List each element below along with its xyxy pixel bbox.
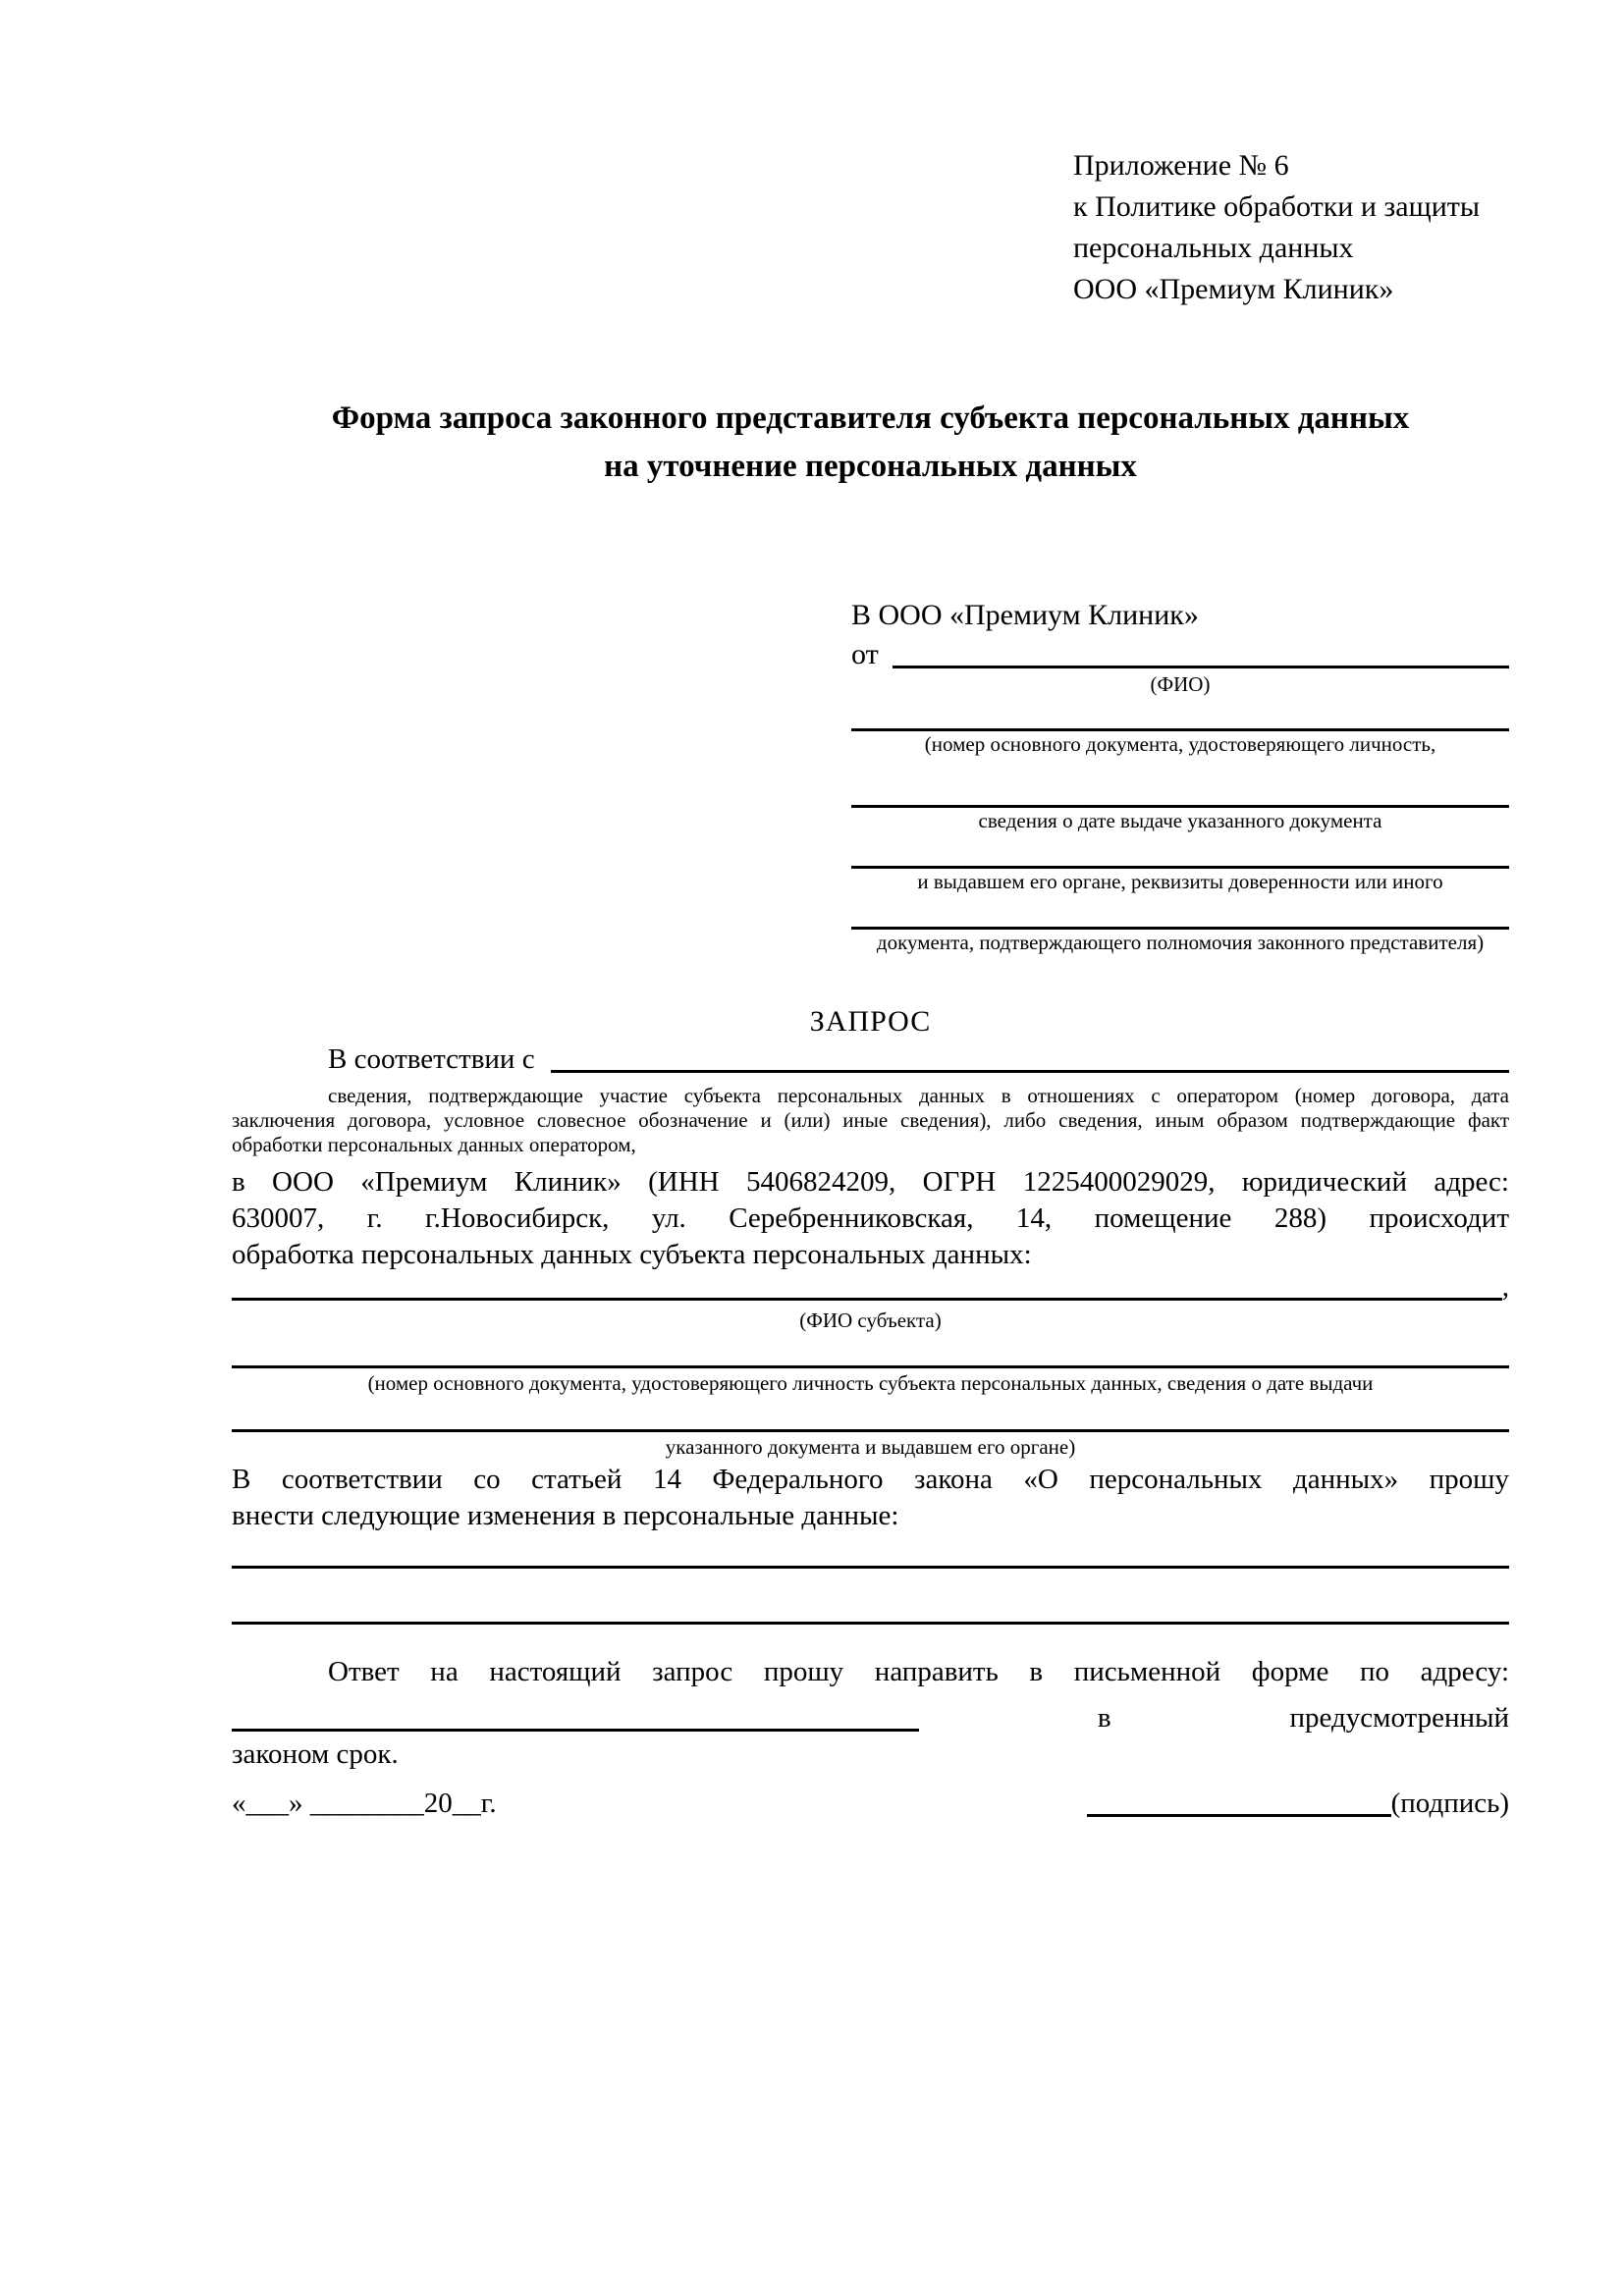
from-label: от [851, 638, 879, 670]
blank-line [232, 1365, 1509, 1368]
blank-line-caption: сведения о дате выдаче указанного документа [978, 809, 1382, 832]
blank-line-caption: (номер основного документа, удостоверяющего личность, [924, 732, 1436, 756]
operator-paragraph-line: в ООО «Премиум Клиник» (ИНН 5406824209, ОГРН 1225400029029, юридический адрес: [232, 1166, 1509, 1198]
annex-header [1073, 145, 1544, 310]
answer-word: предусмотренный [1289, 1702, 1509, 1734]
subject-doc-caption: (номер основного документа, удостоверяющего личность субъекта персональных данных, сведения о дате выдачи [367, 1371, 1374, 1395]
annex-header-line: ООО «Премиум Клиник» [1073, 273, 1394, 305]
subject-doc-caption: указанного документа и выдавшем его органе) [665, 1435, 1076, 1459]
document-title-line: на уточнение персональных данных [604, 449, 1137, 484]
operator-paragraph-line: обработка персональных данных субъекта персональных данных: [232, 1239, 1032, 1270]
law-paragraph-line: внести следующие изменения в персональные данные: [232, 1500, 899, 1531]
fine-print-line: обработки персональных данных оператором, [232, 1133, 636, 1156]
subject-fio-blank-line [232, 1298, 1502, 1301]
fio-caption: (ФИО) [1150, 672, 1211, 696]
addressee-to: В ООО «Премиум Клиник» [851, 599, 1199, 631]
answer-address-blank-line [232, 1729, 919, 1732]
operator-paragraph [232, 1164, 1509, 1273]
answer-word: в [1097, 1702, 1111, 1734]
annex-header-line: Приложение № 6 [1073, 149, 1289, 182]
intro-row [232, 1039, 1509, 1076]
document-title-line: Форма запроса законного представителя субъекта персональных данных [331, 400, 1410, 436]
fine-print-line: заключения договора, условное словесное обозначение и (или) иные сведения), либо сведения, иным образом подтверждающие факт [232, 1108, 1509, 1132]
date-signature-row [232, 1785, 1509, 1820]
changes-blank-line [232, 1566, 1509, 1569]
signature-blank-line [1087, 1814, 1391, 1817]
subject-fio-caption: (ФИО субъекта) [799, 1308, 942, 1332]
changes-blank-line [232, 1622, 1509, 1625]
intro-label: В соответствии с [328, 1043, 535, 1075]
blank-line-caption: документа, подтверждающего полномочия законного представителя) [876, 931, 1485, 954]
fine-print-line: сведения, подтверждающие участие субъекта персональных данных в отношениях с оператором (номер договора, дата [328, 1084, 1509, 1107]
date-placeholder: «___» ________20__г. [232, 1788, 497, 1819]
answer-address-row [232, 1691, 1509, 1735]
from-row [851, 634, 1509, 671]
intro-fine-print [232, 1084, 1509, 1157]
signature-caption: (подпись) [1390, 1788, 1509, 1819]
request-heading: ЗАПРОС [809, 1005, 932, 1038]
law-paragraph [232, 1462, 1509, 1534]
intro-blank-line [551, 1070, 1509, 1073]
answer-paragraph [232, 1652, 1509, 1774]
subject-fio-row [232, 1271, 1509, 1304]
blank-line-caption: и выдавшем его органе, реквизиты доверенности или иного [917, 870, 1443, 893]
annex-header-line: персональных данных [1073, 232, 1354, 264]
answer-paragraph-line: законом срок. [232, 1738, 399, 1770]
document-title [232, 395, 1509, 491]
signature-group [1087, 1788, 1509, 1820]
blank-line [232, 1429, 1509, 1432]
from-blank-line [893, 666, 1509, 668]
annex-header-line: к Политике обработки и защиты [1073, 190, 1481, 223]
subject-fio-comma: , [1501, 1271, 1509, 1303]
answer-paragraph-line: Ответ на настоящий запрос прошу направить в письменной форме по адресу: [328, 1656, 1509, 1687]
law-paragraph-line: В соответствии со статьей 14 Федерального закона «О персональных данных» прошу [232, 1464, 1509, 1495]
addressee-block [851, 597, 1509, 955]
operator-paragraph-line: 630007, г. г.Новосибирск, ул. Серебренниковская, 14, помещение 288) происходит [232, 1202, 1509, 1234]
